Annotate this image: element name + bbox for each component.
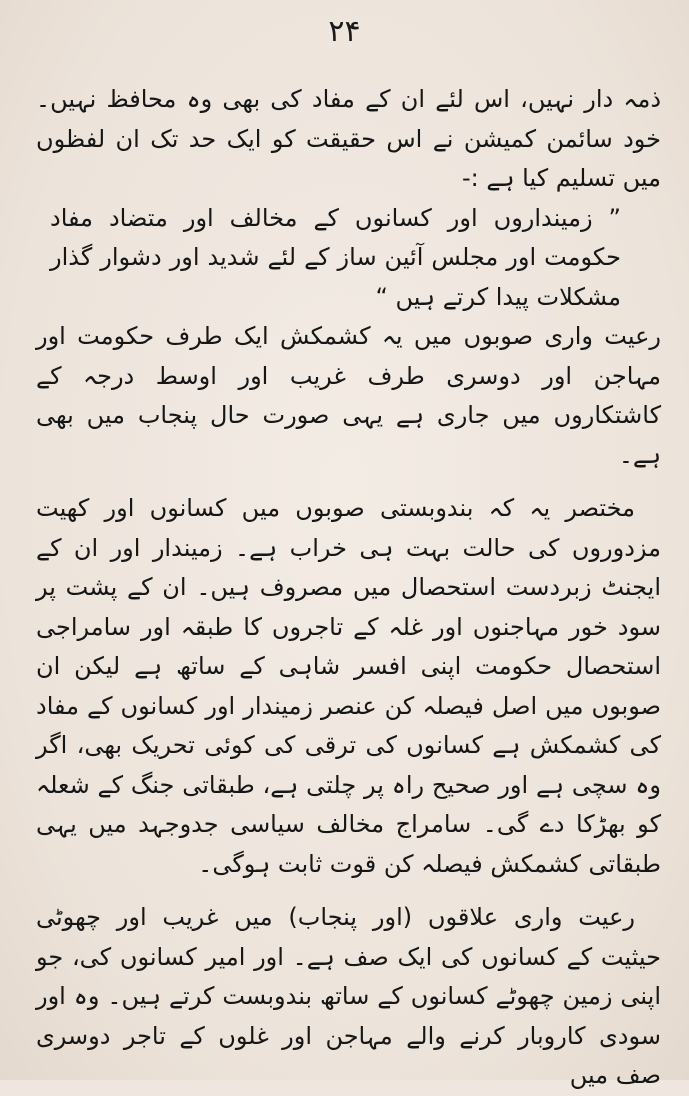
paragraph-intro: ذمہ دار نہیں، اس لئے ان کے مفاد کی بھی وہ محافظ نہیں۔ خود سائمن کمیشن نے اس حقیقت کو ایک حد تک ان لفظوں میں تسلیم کیا ہے :- — [36, 85, 661, 192]
page-body — [36, 80, 661, 1096]
paragraph-ryotwari-areas: رعیت واری علاقوں (اور پنجاب) میں غریب اور چھوٹی حیثیت کے کسانوں کی ایک صف ہے۔ اور امیر کسانوں کی، جو اپنی زمین چھوٹے کسانوں کے ساتھ بندوبست کرتے ہیں۔ وہ اور سودی کاروبار کرنے والے مہاجن اور غلوں کے تاجر دوسری صف میں — [36, 903, 661, 1089]
page-number: ۲۴ — [328, 14, 361, 49]
quote-text: ” زمینداروں اور کسانوں کے مخالف اور متضاد مفاد حکومت اور مجلس آئین ساز کے لئے شدید اور دشوار گذار مشکلات پیدا کرتے ہیں “ — [50, 203, 621, 311]
paragraph-summary: مختصر یہ کہ بندوبستی صوبوں میں کسانوں اور کھیت مزدوروں کی حالت بہت ہی خراب ہے۔ زمیندار اور ان کے ایجنٹ زبردست استحصال میں مصروف ہیں۔ ان کے پشت پر سود خور مہاجنوں اور غلہ کے تاجروں کا طبقہ اور سامراجی استحصال حکومت اپنی افسر شاہی کے ساتھ ہے لیکن ان صوبوں میں اصل فیصلہ کن عنصر زمیندار اور کسانوں کے مفاد کی کشمکش ہے کسانوں کی ترقی کی کوئی تحریک بھی، اگر وہ سچی ہے اور صحیح راہ پر چلتی ہے، طبقاتی جنگ کے شعلہ کو بھڑکا دے گی۔ سامراج مخالف سیاسی جدوجہد میں یہی طبقاتی کشمکش فیصلہ کن قوت ثابت ہوگی۔ — [36, 494, 661, 878]
paragraph-ryotwari: رعیت واری صوبوں میں یہ کشمکش ایک طرف حکومت اور مہاجن اور دوسری طرف غریب اور اوسط درجہ کے کاشتکاروں میں جاری ہے یہی صورت حال پنجاب میں بھی ہے۔ — [36, 322, 661, 469]
block-quote — [36, 199, 661, 318]
paragraph-gap — [36, 475, 661, 489]
paragraph-gap — [36, 884, 661, 898]
